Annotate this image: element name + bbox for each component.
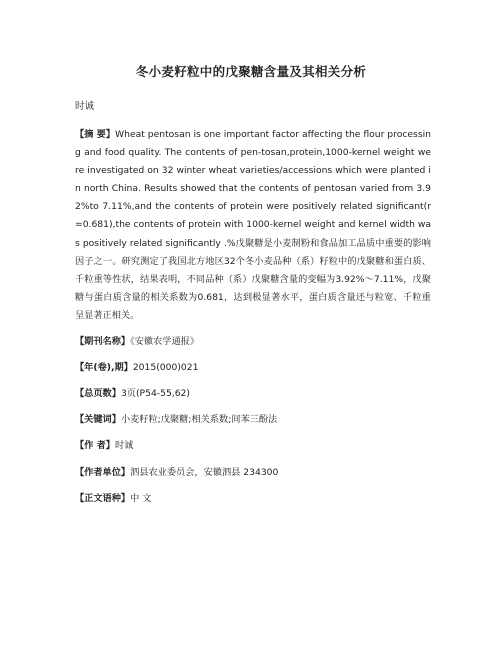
field-journal	[75, 333, 431, 351]
field-label: 【正文语种】	[75, 492, 131, 504]
author-line: 时诚	[75, 101, 95, 112]
field-year-volume-issue	[75, 359, 431, 377]
field-value: 中 文	[130, 492, 152, 504]
field-value: 3页(P54-55,62)	[120, 388, 190, 400]
metadata-body	[75, 126, 431, 508]
field-language	[75, 490, 431, 508]
field-author-affiliation	[75, 464, 431, 482]
field-value: 时诚	[114, 440, 134, 452]
abstract-text: Wheat pentosan is one important factor affecting the flour processing and food quality. The contents of pen-tosan,protein,1000-kernel weight were investigated on 32 winter wheat varieties/accessions which were planted in north China. Results showed that the contents of pentosan varied from 3.92%to 7.11%,and the contents of protein were positively related significant(r=0.681),the contents of protein with 1000-kernel weight and kernel width was positively related significantly .%戊聚糖是小麦制粉和食品加工品质中重要的影响因子之一。研究测定了我国北方地区32个冬小麦品种（系）籽粒中的戊聚糖和蛋白质、千粒重等性状，结果表明，不同品种（系）戊聚糖含量的变幅为3.92%～7.11%，戊聚糖与蛋白质含量的相关系数为0.681，达到极显著水平，蛋白质含量还与粒宽、千粒重呈显著正相关。	[75, 129, 431, 321]
field-value: 《安徽农学通报》	[130, 336, 200, 348]
field-value: 2015(000)021	[132, 362, 199, 374]
field-label: 【作者单位】	[75, 466, 131, 478]
field-label: 【期刊名称】	[75, 336, 131, 348]
abstract-label: 【摘 要】	[75, 129, 116, 140]
field-label: 【总页数】	[75, 388, 121, 400]
field-value: 泗县农业委员会，安徽泗县 234300	[130, 466, 279, 478]
field-label: 【年(卷),期】	[75, 362, 133, 374]
field-label: 【作 者】	[75, 440, 115, 452]
field-pages	[75, 385, 431, 403]
field-value: 小麦籽粒;戊聚糖;相关系数;间苯三酚法	[120, 414, 278, 426]
abstract	[75, 126, 431, 325]
paper-title: 冬小麦籽粒中的戊聚糖含量及其相关分析	[135, 64, 367, 79]
field-authors	[75, 437, 431, 455]
field-label: 【关键词】	[75, 414, 121, 426]
field-keywords	[75, 411, 431, 429]
